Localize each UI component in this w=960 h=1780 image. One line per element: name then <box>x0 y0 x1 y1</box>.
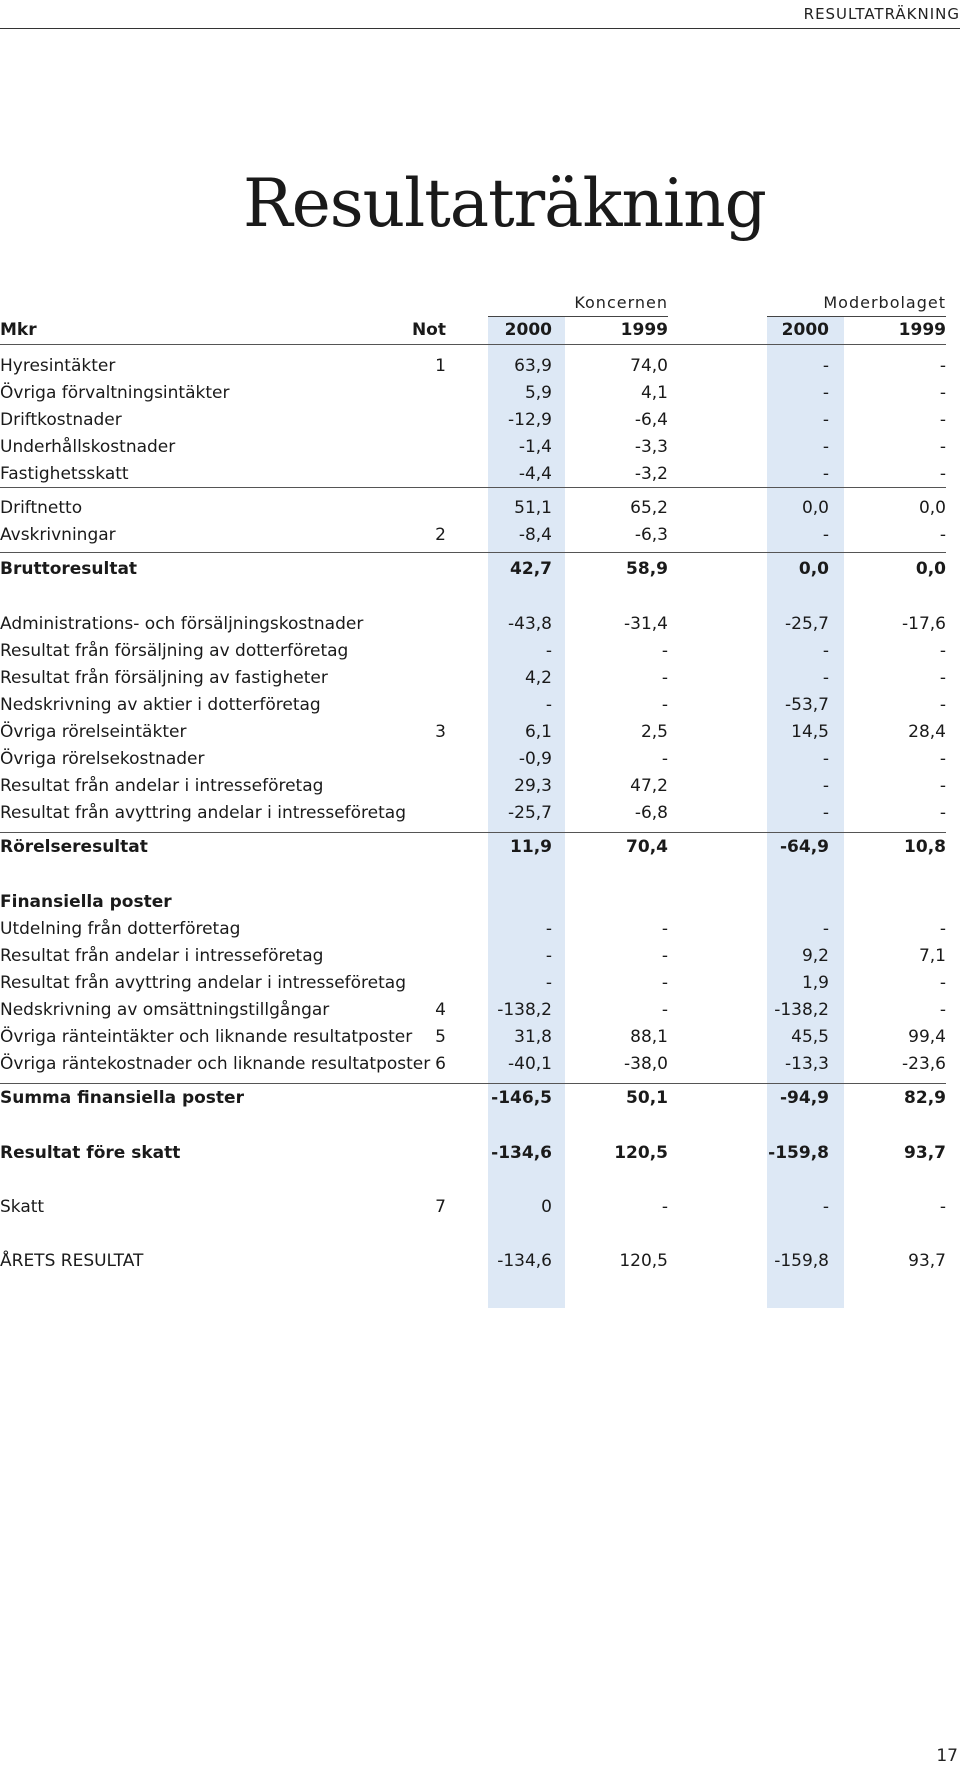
row-label: Administrations- och försäljningskostnader <box>0 614 364 634</box>
cell-koncernen-1999 <box>570 889 668 916</box>
cell-koncernen-2000: -138,2 <box>497 1000 552 1020</box>
cell-koncernen-1999: - <box>661 973 668 993</box>
row-note <box>398 916 446 943</box>
table-row <box>0 1194 960 1221</box>
cell-moderbolaget-2000: - <box>822 803 829 823</box>
table-row <box>0 407 960 434</box>
row-note <box>398 665 446 692</box>
cell-moderbolaget-2000: 0,0 <box>801 498 829 518</box>
table-row <box>0 353 960 380</box>
cell-koncernen-2000: 0 <box>541 1197 552 1217</box>
row-label: Nedskrivning av aktier i dotterföretag <box>0 695 321 715</box>
table-row <box>0 1051 960 1078</box>
row-label: Resultat före skatt <box>0 1143 181 1163</box>
row-note <box>398 380 446 407</box>
table-row <box>0 1085 960 1112</box>
cell-moderbolaget-2000: 45,5 <box>791 1027 829 1047</box>
table-row <box>0 916 960 943</box>
row-note <box>398 943 446 970</box>
cell-moderbolaget-2000: -159,8 <box>774 1251 829 1271</box>
table-row <box>0 611 960 638</box>
cell-koncernen-1999: - <box>661 749 668 769</box>
table-row <box>0 638 960 665</box>
cell-moderbolaget-1999: 10,8 <box>904 837 946 857</box>
cell-moderbolaget-1999: 99,4 <box>908 1027 946 1047</box>
cell-moderbolaget-2000: -159,8 <box>768 1143 829 1163</box>
row-label: Övriga ränteintäkter och liknande resultatposter <box>0 1027 413 1047</box>
cell-moderbolaget-2000: - <box>822 464 829 484</box>
cell-moderbolaget-1999: - <box>939 641 946 661</box>
cell-moderbolaget-2000: -13,3 <box>785 1054 829 1074</box>
table-row <box>0 1140 960 1167</box>
cell-moderbolaget-2000: -138,2 <box>774 1000 829 1020</box>
cell-moderbolaget-1999: - <box>939 973 946 993</box>
table-row <box>0 773 960 800</box>
cell-koncernen-2000: 63,9 <box>514 356 552 376</box>
row-label: Resultat från försäljning av dotterföretag <box>0 641 349 661</box>
table-row <box>0 1024 960 1051</box>
row-note: 2 <box>435 525 446 545</box>
cell-koncernen-1999: -3,2 <box>634 464 668 484</box>
table-rule <box>0 487 946 488</box>
row-note <box>398 800 446 827</box>
row-note <box>398 495 446 522</box>
cell-moderbolaget-2000: - <box>822 356 829 376</box>
row-label: Skatt <box>0 1197 45 1217</box>
cell-moderbolaget-1999: -23,6 <box>902 1054 946 1074</box>
cell-moderbolaget-1999: 28,4 <box>908 722 946 742</box>
cell-koncernen-1999: -38,0 <box>624 1054 668 1074</box>
row-label: Resultat från andelar i intresseföretag <box>0 776 324 796</box>
cell-moderbolaget-2000: -25,7 <box>785 614 829 634</box>
cell-moderbolaget-2000: -64,9 <box>780 837 829 857</box>
table-row <box>0 889 960 916</box>
cell-moderbolaget-1999: 82,9 <box>904 1088 946 1108</box>
cell-moderbolaget-1999: 7,1 <box>918 946 946 966</box>
table-rule <box>0 832 946 833</box>
cell-koncernen-1999: -6,4 <box>634 410 668 430</box>
cell-koncernen-2000: -25,7 <box>508 803 552 823</box>
cell-moderbolaget-1999: - <box>939 410 946 430</box>
cell-moderbolaget-1999: - <box>939 356 946 376</box>
table-row <box>0 834 960 861</box>
cell-moderbolaget-1999: - <box>939 525 946 545</box>
cell-moderbolaget-1999: - <box>939 383 946 403</box>
cell-koncernen-2000: -134,6 <box>497 1251 552 1271</box>
cell-moderbolaget-2000: - <box>822 525 829 545</box>
cell-koncernen-1999: - <box>661 695 668 715</box>
cell-moderbolaget-1999: - <box>939 749 946 769</box>
row-note: 4 <box>435 1000 446 1020</box>
col-moderbolaget-1999-header: 1999 <box>898 320 946 340</box>
cell-koncernen-1999: 88,1 <box>630 1027 668 1047</box>
row-note: 7 <box>435 1197 446 1217</box>
cell-koncernen-1999: -6,3 <box>634 525 668 545</box>
row-note <box>398 746 446 773</box>
row-label: Hyresintäkter <box>0 356 116 376</box>
row-label: Övriga förvaltningsintäkter <box>0 383 230 403</box>
col-label-header: Mkr <box>0 320 37 340</box>
cell-moderbolaget-2000: -94,9 <box>780 1088 829 1108</box>
cell-koncernen-1999: 70,4 <box>626 837 668 857</box>
cell-koncernen-2000: -134,6 <box>491 1143 552 1163</box>
cell-koncernen-2000: 4,2 <box>524 668 552 688</box>
column-header-row <box>0 317 960 344</box>
page-title: Resultaträkning <box>243 165 766 242</box>
row-label: Resultat från andelar i intresseföretag <box>0 946 324 966</box>
cell-moderbolaget-2000: - <box>822 641 829 661</box>
cell-koncernen-1999: -3,3 <box>634 437 668 457</box>
table-row <box>0 556 960 583</box>
row-note <box>398 434 446 461</box>
page-number: 17 <box>936 1746 958 1766</box>
row-note <box>398 889 446 916</box>
cell-moderbolaget-1999: - <box>939 668 946 688</box>
cell-koncernen-1999: 120,5 <box>619 1251 668 1271</box>
cell-koncernen-1999: 4,1 <box>640 383 668 403</box>
row-note <box>398 1248 446 1275</box>
cell-koncernen-2000: -8,4 <box>518 525 552 545</box>
col-note-header: Not <box>411 320 446 340</box>
cell-koncernen-2000: - <box>545 946 552 966</box>
col-koncernen-1999-header: 1999 <box>620 320 668 340</box>
row-label: Nedskrivning av omsättningstillgångar <box>0 1000 330 1020</box>
cell-moderbolaget-1999: 0,0 <box>918 498 946 518</box>
cell-koncernen-2000: -43,8 <box>508 614 552 634</box>
row-label: Underhållskostnader <box>0 437 176 457</box>
row-note <box>398 970 446 997</box>
cell-koncernen-1999: 50,1 <box>626 1088 668 1108</box>
cell-koncernen-2000 <box>470 889 552 916</box>
row-label: Resultat från avyttring andelar i intresseföretag <box>0 973 406 993</box>
cell-moderbolaget-1999: -17,6 <box>902 614 946 634</box>
cell-koncernen-1999: 74,0 <box>630 356 668 376</box>
cell-koncernen-2000: -12,9 <box>508 410 552 430</box>
cell-moderbolaget-1999: - <box>939 437 946 457</box>
cell-moderbolaget-1999 <box>850 889 946 916</box>
cell-moderbolaget-1999: 93,7 <box>904 1143 946 1163</box>
cell-moderbolaget-1999: - <box>939 1197 946 1217</box>
cell-koncernen-2000: 6,1 <box>524 722 552 742</box>
cell-koncernen-1999: 2,5 <box>640 722 668 742</box>
cell-moderbolaget-2000: - <box>822 668 829 688</box>
table-row <box>0 970 960 997</box>
cell-moderbolaget-2000: - <box>822 776 829 796</box>
cell-moderbolaget-2000: - <box>822 383 829 403</box>
row-note <box>398 773 446 800</box>
cell-koncernen-2000: - <box>545 919 552 939</box>
row-note <box>398 1140 446 1167</box>
table-rule <box>0 552 946 553</box>
row-label: Bruttoresultat <box>0 559 138 579</box>
row-label: Resultat från försäljning av fastigheter <box>0 668 328 688</box>
cell-koncernen-1999: - <box>661 946 668 966</box>
group-moderbolaget: Moderbolaget <box>823 293 946 312</box>
table-row <box>0 719 960 746</box>
table-row <box>0 665 960 692</box>
cell-moderbolaget-1999: - <box>939 919 946 939</box>
header-bottom-rule <box>0 344 946 345</box>
row-note <box>398 461 446 488</box>
cell-moderbolaget-2000: 0,0 <box>798 559 829 579</box>
table-row <box>0 997 960 1024</box>
cell-moderbolaget-1999: 93,7 <box>908 1251 946 1271</box>
cell-koncernen-2000: -0,9 <box>518 749 552 769</box>
row-note <box>398 556 446 583</box>
row-label: Summa finansiella poster <box>0 1088 244 1108</box>
table-rule <box>0 1083 946 1084</box>
row-note: 3 <box>435 722 446 742</box>
cell-koncernen-1999: -6,8 <box>634 803 668 823</box>
row-label: Driftkostnader <box>0 410 122 430</box>
cell-koncernen-1999: - <box>661 1197 668 1217</box>
cell-moderbolaget-2000: -53,7 <box>785 695 829 715</box>
row-label: Rörelseresultat <box>0 837 148 857</box>
cell-koncernen-2000: -1,4 <box>518 437 552 457</box>
header-rule <box>0 28 960 29</box>
cell-moderbolaget-2000 <box>735 889 829 916</box>
cell-moderbolaget-2000: 9,2 <box>801 946 829 966</box>
cell-koncernen-2000: 31,8 <box>514 1027 552 1047</box>
cell-koncernen-1999: -31,4 <box>624 614 668 634</box>
running-head: RESULTATRÄKNING <box>803 5 960 23</box>
cell-koncernen-2000: 5,9 <box>524 383 552 403</box>
cell-koncernen-2000: -40,1 <box>508 1054 552 1074</box>
row-note: 6 <box>435 1054 446 1074</box>
table-row <box>0 1248 960 1275</box>
row-note: 1 <box>435 356 446 376</box>
cell-moderbolaget-2000: 1,9 <box>801 973 829 993</box>
cell-moderbolaget-1999: - <box>939 1000 946 1020</box>
table-row <box>0 943 960 970</box>
cell-moderbolaget-1999: - <box>939 776 946 796</box>
row-label: Finansiella poster <box>0 892 172 912</box>
cell-moderbolaget-2000: 14,5 <box>791 722 829 742</box>
cell-moderbolaget-2000: - <box>822 437 829 457</box>
cell-moderbolaget-2000: - <box>822 749 829 769</box>
col-koncernen-2000-header: 2000 <box>504 320 552 340</box>
row-label: Fastighetsskatt <box>0 464 129 484</box>
cell-koncernen-2000: 42,7 <box>510 559 552 579</box>
row-label: Utdelning från dotterföretag <box>0 919 241 939</box>
cell-koncernen-1999: - <box>661 641 668 661</box>
row-note <box>398 692 446 719</box>
table-row <box>0 800 960 827</box>
cell-moderbolaget-2000: - <box>822 919 829 939</box>
cell-koncernen-2000: - <box>545 973 552 993</box>
table-row <box>0 522 960 549</box>
table-row <box>0 380 960 407</box>
cell-koncernen-2000: 11,9 <box>510 837 552 857</box>
cell-koncernen-1999: - <box>661 919 668 939</box>
cell-moderbolaget-1999: - <box>939 695 946 715</box>
row-label: Övriga rörelsekostnader <box>0 749 205 769</box>
row-label: ÅRETS RESULTAT <box>0 1251 144 1271</box>
cell-moderbolaget-1999: 0,0 <box>915 559 946 579</box>
table-row <box>0 434 960 461</box>
table-row <box>0 692 960 719</box>
row-note <box>398 407 446 434</box>
row-label: Övriga räntekostnader och liknande resultatposter <box>0 1054 431 1074</box>
group-koncernen: Koncernen <box>574 293 668 312</box>
table-row <box>0 495 960 522</box>
table-row <box>0 746 960 773</box>
cell-moderbolaget-1999: - <box>939 464 946 484</box>
cell-koncernen-2000: - <box>545 641 552 661</box>
row-label: Resultat från avyttring andelar i intresseföretag <box>0 803 406 823</box>
col-moderbolaget-2000-header: 2000 <box>781 320 829 340</box>
row-note: 5 <box>435 1027 446 1047</box>
cell-koncernen-1999: - <box>661 1000 668 1020</box>
row-label: Övriga rörelseintäkter <box>0 722 187 742</box>
cell-koncernen-2000: - <box>545 695 552 715</box>
row-label: Driftnetto <box>0 498 83 518</box>
cell-koncernen-2000: -146,5 <box>491 1088 552 1108</box>
table-row <box>0 461 960 488</box>
cell-koncernen-1999: 47,2 <box>630 776 668 796</box>
cell-koncernen-1999: 58,9 <box>626 559 668 579</box>
cell-koncernen-1999: 65,2 <box>630 498 668 518</box>
cell-moderbolaget-2000: - <box>822 1197 829 1217</box>
row-label: Avskrivningar <box>0 525 116 545</box>
row-note <box>398 834 446 861</box>
cell-koncernen-1999: 120,5 <box>614 1143 668 1163</box>
row-note <box>398 611 446 638</box>
cell-koncernen-1999: - <box>661 668 668 688</box>
cell-moderbolaget-1999: - <box>939 803 946 823</box>
row-note <box>398 638 446 665</box>
cell-koncernen-2000: 29,3 <box>514 776 552 796</box>
cell-koncernen-2000: 51,1 <box>514 498 552 518</box>
row-note <box>398 1085 446 1112</box>
cell-moderbolaget-2000: - <box>822 410 829 430</box>
cell-koncernen-2000: -4,4 <box>518 464 552 484</box>
